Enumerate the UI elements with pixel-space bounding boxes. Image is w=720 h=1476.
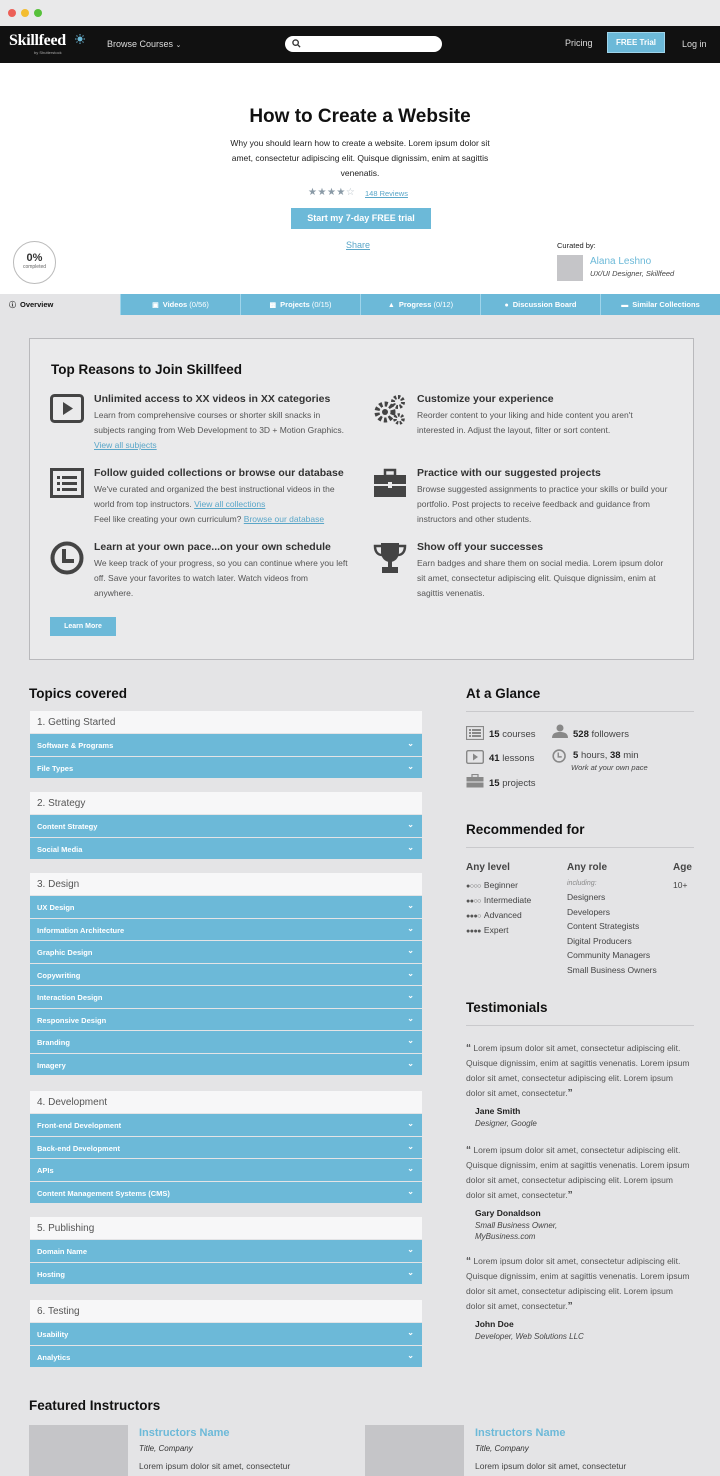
chevron-down-icon[interactable]: ⌄ [407, 968, 414, 978]
topic-item[interactable] [30, 1323, 422, 1345]
tab-count: (0/56) [189, 300, 209, 309]
top-navigation [0, 26, 720, 63]
tab-label: Discussion Board [512, 300, 577, 309]
tab-label: Progress [398, 300, 432, 309]
topic-item[interactable] [30, 1054, 422, 1076]
clock-icon [551, 749, 569, 763]
testimonial-author: John Doe [475, 1319, 514, 1329]
start-trial-button[interactable]: Start my 7-day FREE trial [291, 208, 431, 229]
courses-icon [466, 726, 484, 740]
browse-courses-menu[interactable] [107, 39, 181, 49]
logo-subtitle: by Shutterstock [34, 50, 62, 55]
glance-title: At a Glance [466, 686, 541, 701]
star-icon: ★ [308, 187, 318, 198]
glance-lessons [489, 753, 534, 764]
browse-database-link[interactable]: Browse our database [243, 514, 325, 524]
topic-item[interactable] [30, 1263, 422, 1285]
topic-label: Back-end Development [37, 1143, 120, 1153]
topic-label: Social Media [37, 844, 83, 854]
chevron-down-icon[interactable]: ⌄ [407, 761, 414, 771]
testimonials-title: Testimonials [466, 1000, 548, 1015]
reason-text: Learn from comprehensive courses or shorter skill snacks in subjects ranging from Web Development to 3D + Motion Graphics. [94, 410, 345, 435]
glance-followers [573, 729, 629, 740]
topic-group [30, 1091, 422, 1203]
topic-label: UX Design [37, 903, 75, 912]
quote-close-icon: ” [567, 1088, 573, 1099]
learn-more-button[interactable]: Learn More [50, 617, 116, 636]
level-dots-icon: ●●○○ [466, 898, 481, 905]
quote-close-icon: ” [567, 1301, 573, 1312]
page-title: How to Create a Website [249, 106, 471, 127]
rating-stars [308, 187, 355, 198]
topic-item[interactable] [30, 964, 422, 986]
curator-title: UX/UI Designer, Skillfeed [590, 269, 675, 278]
followers-icon [551, 724, 569, 738]
topic-group [30, 1300, 422, 1367]
role-item: Content Strategists [567, 921, 640, 932]
reason-body: Browse suggested assignments to practice your skills or build your portfolio. Post projects to receive feedback and guidance from instructors and other students. [417, 484, 668, 524]
clock-icon [50, 541, 84, 575]
topic-group [30, 873, 422, 1075]
star-half-icon: ★ [336, 187, 346, 198]
topic-label: Software & Programs [37, 741, 114, 750]
reviews-link[interactable]: 148 Reviews [365, 189, 408, 198]
free-trial-button[interactable]: FREE Trial [607, 32, 665, 53]
chevron-down-icon[interactable]: ⌄ [407, 901, 414, 910]
level-item [466, 925, 509, 935]
play-icon [50, 393, 84, 427]
tab-label: Similar Collections [632, 300, 700, 309]
instructor-name[interactable]: Instructors Name [475, 1427, 566, 1439]
minutes-label: min [623, 750, 639, 761]
role-heading: Any role [567, 862, 608, 873]
briefcase-icon [373, 467, 407, 501]
chevron-down-icon[interactable]: ⌄ [407, 923, 414, 933]
reason-body: Earn badges and share them on social media. Lorem ipsum dolor sit amet, consectetur adipiscing elit. Quisque dignissim, enim at sagittis venenatis. [417, 558, 664, 598]
chevron-down-icon[interactable]: ⌄ [407, 1058, 414, 1068]
tab-projects[interactable] [240, 294, 360, 315]
lessons-icon [466, 750, 484, 764]
progress-value: 0% [26, 252, 43, 264]
quote-open-icon: “ [466, 1256, 471, 1267]
topic-label: Hosting [37, 1269, 65, 1279]
hours-label: hours, [580, 750, 608, 761]
level-item [466, 880, 518, 890]
tab-label: Videos [162, 300, 188, 309]
course-description: Why you should learn how to create a website. Lorem ipsum dolor sit amet, consectetur adipiscing elit. Quisque dignissim, enim at sagittis venenatis. [230, 138, 490, 178]
glance-duration [573, 750, 639, 761]
reason-body: Reorder content to your liking and hide content you aren't interested in. Adjust the layout, filter or sort content. [417, 410, 633, 435]
topic-item[interactable] [30, 1031, 422, 1053]
testimonial-author: Gary Donaldson [475, 1208, 541, 1218]
reason-body [94, 408, 349, 453]
courses-count: 15 [489, 729, 500, 740]
course-tabs [0, 294, 720, 315]
topics-title: Topics covered [29, 686, 128, 701]
topic-label: Copywriting [37, 970, 81, 980]
level-label: Expert [483, 925, 509, 935]
reasons-title: Top Reasons to Join Skillfeed [51, 362, 243, 377]
reason-heading: Unlimited access to XX videos in XX categories [94, 393, 331, 405]
instructor-photo[interactable] [365, 1425, 464, 1476]
course-hero [0, 63, 720, 294]
instructors-title: Featured Instructors [29, 1398, 161, 1413]
reason-heading: Learn at your own pace...on your own schedule [94, 541, 331, 553]
role-item: Community Managers [567, 950, 651, 961]
role-including: including: [567, 880, 597, 887]
topic-item[interactable] [30, 1346, 422, 1368]
tab-videos[interactable] [120, 294, 240, 315]
minimize-window-icon[interactable] [21, 9, 29, 17]
tab-overview[interactable] [0, 294, 120, 315]
maximize-window-icon[interactable] [34, 9, 42, 17]
reason-text: We've curated and organized the best instructional videos in the world from top instructors. [94, 484, 335, 509]
folder-icon: ▬ [621, 302, 629, 309]
topic-group-title: 1. Getting Started [30, 711, 422, 733]
list-icon [50, 467, 84, 501]
chevron-down-icon[interactable]: ⌄ [407, 1013, 414, 1023]
search-icon [292, 39, 301, 48]
trophy-icon: ▲ [387, 302, 395, 309]
topic-label: Domain Name [37, 1247, 88, 1256]
topic-item[interactable] [30, 1240, 422, 1262]
topic-item[interactable] [30, 838, 422, 860]
tab-progress[interactable] [360, 294, 480, 315]
reason-text: Feel like creating your own curriculum? [94, 514, 242, 524]
chevron-down-icon[interactable]: ⌄ [407, 1245, 414, 1254]
testimonial-author-role: Small Business Owner, MyBusiness.com [475, 1221, 558, 1241]
reason-body: We keep track of your progress, so you can continue where you left off. Save your favorites to watch later. Watch videos from anywhere. [94, 558, 348, 598]
testimonial-quote [466, 1041, 691, 1101]
topic-label: Analytics [37, 1352, 71, 1362]
age-heading: Age [673, 862, 692, 873]
minutes-count: 38 [609, 750, 621, 761]
role-item: Small Business Owners [567, 965, 657, 975]
star-icon: ★ [326, 187, 337, 198]
topic-item[interactable] [30, 815, 422, 837]
level-heading: Any level [466, 862, 510, 873]
topic-group-title: 5. Publishing [30, 1217, 422, 1239]
tab-count: (0/15) [311, 300, 332, 309]
chevron-down-icon[interactable]: ⌄ [407, 820, 414, 829]
divider [466, 847, 694, 848]
film-icon: ▣ [152, 302, 159, 309]
topic-group [30, 711, 422, 778]
divider [466, 1025, 694, 1026]
reason-heading: Customize your experience [417, 393, 554, 405]
testimonial-author-role: Developer, Web Solutions LLC [475, 1332, 584, 1341]
chevron-down-icon[interactable]: ⌄ [407, 1036, 414, 1045]
courses-label: courses [502, 729, 536, 740]
star-empty-icon: ☆ [345, 187, 356, 198]
hours-count: 5 [573, 750, 579, 761]
topic-item[interactable] [30, 896, 422, 918]
instructor-bio: Lorem ipsum dolor sit amet, consectetur [139, 1461, 291, 1471]
topic-label: Information Architecture [37, 925, 125, 935]
topic-label: Content Strategy [37, 822, 98, 831]
instructor-title: Title, Company [139, 1444, 193, 1453]
level-item [466, 910, 522, 920]
pricing-link[interactable]: Pricing [565, 38, 593, 48]
tab-label: Projects [280, 300, 310, 309]
logo-sun-icon [75, 34, 85, 46]
instructor-name[interactable]: Instructors Name [139, 1427, 230, 1439]
quote-open-icon: “ [466, 1145, 471, 1156]
topic-label: Graphic Design [37, 948, 93, 957]
curated-by-label: Curated by: [557, 241, 596, 250]
browser-chrome [0, 0, 720, 26]
divider [466, 711, 694, 712]
level-label: Advanced [483, 910, 522, 920]
topic-group [30, 1217, 422, 1284]
star-icon: ★ [317, 187, 327, 198]
chevron-down-icon[interactable]: ⌄ [407, 1267, 414, 1277]
glance-courses [489, 729, 535, 740]
topic-item[interactable] [30, 986, 422, 1008]
briefcase-icon: ▩ [269, 302, 277, 309]
chevron-down-icon[interactable]: ⌄ [407, 739, 414, 748]
quote-open-icon: “ [466, 1043, 471, 1054]
progress-indicator [13, 241, 56, 284]
reason-heading: Practice with our suggested projects [417, 467, 601, 479]
reason-body [94, 482, 349, 527]
topic-label: Usability [37, 1330, 69, 1339]
lessons-label: lessons [502, 753, 535, 764]
chevron-down-icon[interactable]: ⌄ [407, 1119, 414, 1128]
testimonial-quote [466, 1254, 691, 1314]
chevron-down-icon: ⌄ [175, 42, 182, 49]
instructor-photo[interactable] [29, 1425, 128, 1476]
chevron-down-icon[interactable]: ⌄ [407, 1328, 414, 1337]
progress-label: completed [22, 264, 47, 270]
chevron-down-icon[interactable]: ⌄ [407, 991, 414, 1000]
view-all-subjects-link[interactable]: View all subjects [94, 440, 157, 450]
site-logo[interactable]: Skillfeed [9, 32, 66, 49]
quote-text: Lorem ipsum dolor sit amet, consectetur adipiscing elit. Quisque dignissim, enim at sagittis venenatis. Lorem ipsum dolor sit amet, consectetur adipiscing elit. Lorem ipsum dolor sit amet, consectetur. [466, 1256, 690, 1311]
topic-label: File Types [37, 763, 74, 773]
tab-label: Overview [20, 300, 54, 309]
tab-count: (0/12) [433, 300, 454, 309]
tab-discussion-board[interactable] [480, 294, 600, 315]
quote-close-icon: ” [567, 1190, 573, 1201]
topic-label: APIs [37, 1166, 54, 1175]
glance-projects [489, 778, 535, 789]
search-input[interactable] [285, 36, 442, 52]
view-all-collections-link[interactable]: View all collections [194, 499, 266, 509]
topic-group-title: 4. Development [30, 1091, 422, 1113]
topic-item[interactable] [30, 734, 422, 756]
testimonial-author: Jane Smith [475, 1106, 521, 1116]
projects-count: 15 [489, 778, 500, 789]
topic-label: Interaction Design [37, 993, 103, 1002]
topic-item[interactable] [30, 757, 422, 779]
topic-label: Imagery [37, 1060, 66, 1070]
quote-text: Lorem ipsum dolor sit amet, consectetur adipiscing elit. Quisque dignissim, enim at sagittis venenatis. Lorem ipsum dolor sit amet, consectetur adipiscing elit. Lorem ipsum dolor sit amet, consectetur. [466, 1145, 690, 1200]
reason-heading: Follow guided collections or browse our database [94, 467, 344, 479]
pace-note: Work at your own pace [571, 763, 648, 772]
reason-heading: Show off your successes [417, 541, 544, 553]
topic-item[interactable] [30, 1009, 422, 1031]
trophy-icon [373, 541, 407, 575]
gears-icon [373, 393, 407, 427]
chevron-down-icon[interactable]: ⌄ [407, 1186, 414, 1196]
chevron-down-icon[interactable]: ⌄ [407, 1164, 414, 1173]
topic-group-title: 2. Strategy [30, 792, 422, 814]
projects-label: projects [502, 778, 536, 789]
close-window-icon[interactable] [8, 9, 16, 17]
age-value: 10+ [673, 880, 688, 890]
level-label: Beginner [483, 880, 518, 890]
followers-label: followers [591, 729, 629, 740]
instructor-title: Title, Company [475, 1444, 529, 1453]
topic-item[interactable] [30, 1159, 422, 1181]
projects-icon [466, 774, 484, 788]
lessons-count: 41 [489, 753, 500, 764]
role-item: Developers [567, 906, 610, 917]
instructor-bio: Lorem ipsum dolor sit amet, consectetur [475, 1461, 627, 1471]
testimonial-quote [466, 1143, 691, 1203]
topic-label: Front-end Development [37, 1121, 122, 1130]
level-dots-icon: ●○○○ [466, 883, 481, 890]
role-item: Digital Producers [567, 935, 632, 946]
topic-label: Responsive Design [37, 1015, 107, 1025]
browse-courses-label: Browse Courses [107, 39, 174, 49]
curator-name[interactable]: Alana Leshno [590, 256, 652, 267]
topic-item[interactable] [30, 1114, 422, 1136]
reasons-panel [29, 338, 694, 660]
topic-item[interactable] [30, 1182, 422, 1204]
chevron-down-icon[interactable]: ⌄ [407, 946, 414, 955]
tab-similar-collections[interactable] [600, 294, 720, 315]
share-link[interactable]: Share [346, 240, 371, 250]
topic-item[interactable] [30, 941, 422, 963]
topic-label: Branding [37, 1038, 70, 1047]
chevron-down-icon[interactable]: ⌄ [407, 1141, 414, 1151]
info-icon: ⓘ [9, 302, 16, 309]
role-item: Designers [567, 892, 606, 902]
level-item [466, 895, 531, 905]
chat-icon: ● [504, 302, 509, 309]
chevron-down-icon[interactable]: ⌄ [407, 1350, 414, 1360]
chevron-down-icon[interactable]: ⌄ [407, 842, 414, 852]
topic-group-title: 3. Design [30, 873, 422, 895]
topic-group-title: 6. Testing [30, 1300, 422, 1322]
login-link[interactable]: Log in [682, 39, 707, 49]
curator-avatar[interactable] [557, 255, 583, 281]
level-dots-icon: ●●●● [466, 928, 481, 935]
level-dots-icon: ●●●○ [466, 913, 481, 920]
topic-item[interactable] [30, 1137, 422, 1159]
topic-label: Content Management Systems (CMS) [37, 1188, 170, 1198]
recommended-title: Recommended for [466, 822, 585, 837]
level-label: Intermediate [483, 895, 532, 905]
quote-text: Lorem ipsum dolor sit amet, consectetur adipiscing elit. Quisque dignissim, enim at sagittis venenatis. Lorem ipsum dolor sit amet, consectetur adipiscing elit. Lorem ipsum dolor sit amet, consectetur. [466, 1043, 690, 1098]
topic-group [30, 792, 422, 859]
topic-item[interactable] [30, 919, 422, 941]
followers-count: 528 [573, 729, 589, 740]
testimonial-author-role: Designer, Google [475, 1119, 537, 1128]
